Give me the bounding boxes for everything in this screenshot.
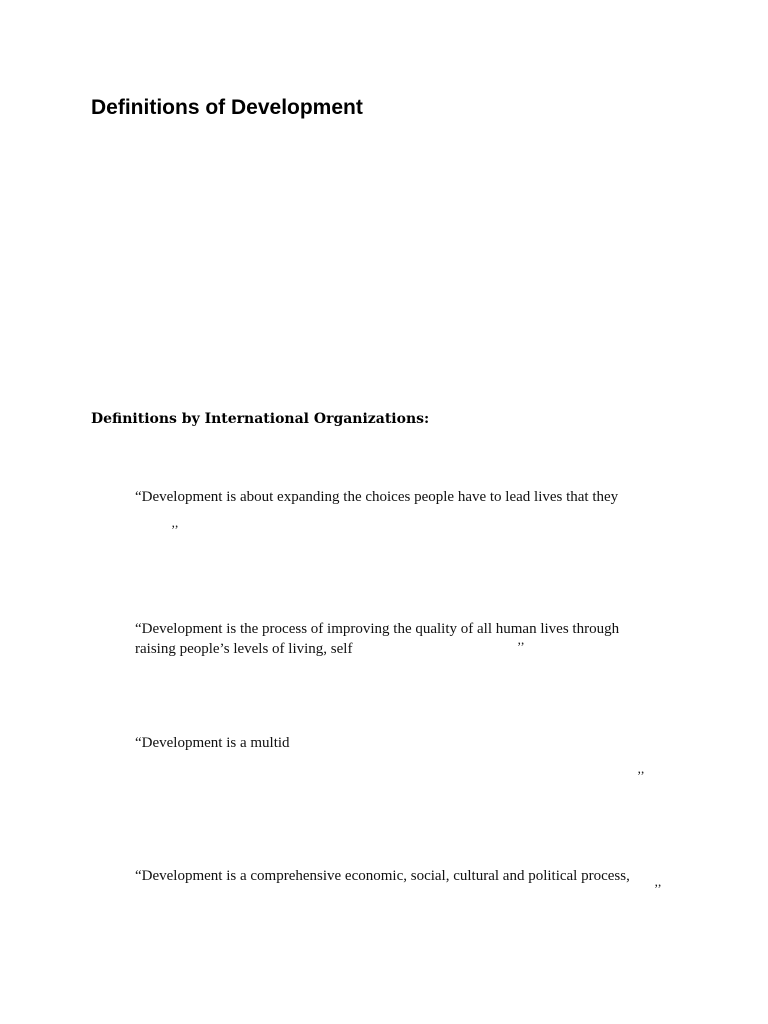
quote-2-line-1: “Development is the process of improving the quality of all human lives through xyxy=(135,621,620,637)
section-heading: Definitions by International Organizations: xyxy=(91,411,430,427)
quote-3-line-1: “Development is a multid xyxy=(135,735,290,751)
quote-2-line-2: raising people’s levels of living, self xyxy=(135,641,353,657)
quote-4-close-mark: ’’ xyxy=(654,881,662,896)
quote-2-close-mark: ’’ xyxy=(517,639,525,654)
quote-1-close-mark: ’’ xyxy=(171,522,179,537)
page-title: Definitions of Development xyxy=(91,96,363,119)
quote-1-line-1: “Development is about expanding the choices people have to lead lives that they xyxy=(135,489,619,505)
quote-3-close-mark: ’’ xyxy=(637,768,645,783)
quote-4-line-1: “Development is a comprehensive economic, social, cultural and political process, xyxy=(135,868,630,884)
